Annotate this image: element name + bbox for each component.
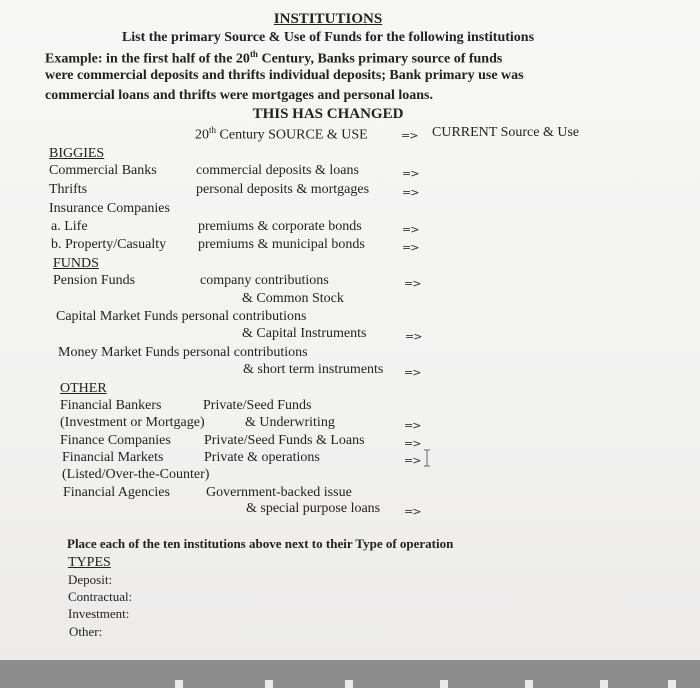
arrow-icon: => — [402, 167, 419, 180]
life-desc: premiums & corporate bonds — [198, 219, 362, 234]
financial-agencies-desc-2: & special purpose loans — [246, 501, 381, 516]
arrow-icon: => — [404, 366, 421, 379]
text-cursor-icon — [424, 449, 430, 467]
header-source-use: Century SOURCE & USE — [216, 127, 368, 143]
type-deposit: Deposit: — [68, 572, 113, 587]
strip-mark — [600, 680, 608, 688]
listed-otc-label: (Listed/Over-the-Counter) — [62, 467, 210, 482]
biggies-heading: BIGGIES — [49, 146, 105, 161]
arrow-icon: => — [404, 454, 421, 467]
type-contractual: Contractual: — [68, 589, 133, 604]
finance-companies-desc: Private/Seed Funds & Loans — [204, 433, 365, 448]
thrifts-label: Thrifts — [49, 182, 88, 197]
changed-heading: THIS HAS CHANGED — [252, 106, 404, 122]
funds-heading: FUNDS — [53, 256, 99, 271]
place-instruction: Place each of the ten institutions above next to their Type of operation — [67, 536, 454, 551]
arrow-icon: => — [404, 437, 421, 450]
intro-line-2 — [45, 50, 502, 67]
insurance-label: Insurance Companies — [49, 201, 170, 216]
financial-agencies-label: Financial Agencies — [63, 485, 170, 500]
money-market-desc-2: & short term instruments — [243, 362, 384, 377]
thrifts-desc: personal deposits & mortgages — [196, 182, 370, 197]
arrow-icon: => — [402, 241, 419, 254]
commercial-banks-label: Commercial Banks — [49, 163, 157, 178]
financial-markets-label: Financial Markets — [62, 450, 164, 465]
pension-desc-2: & Common Stock — [242, 291, 344, 306]
arrow-icon: => — [404, 277, 421, 290]
strip-mark — [525, 680, 533, 688]
header-current: CURRENT Source & Use — [432, 125, 580, 140]
superscript: th — [249, 49, 258, 59]
arrow-icon: => — [405, 330, 422, 343]
commercial-banks-desc: commercial deposits & loans — [196, 163, 359, 178]
arrow-icon: => — [402, 223, 419, 236]
type-investment: Investment: — [68, 606, 130, 621]
pension-desc: company contributions — [200, 273, 329, 288]
property-label: b. Property/Casualty — [51, 237, 167, 252]
capital-market-label: Capital Market Funds personal contributions — [56, 309, 307, 324]
intro-line-2-text: Example: in the first half of the 20 — [45, 51, 250, 67]
strip-mark — [175, 680, 183, 688]
financial-bankers-desc: Private/Seed Funds — [203, 398, 312, 413]
pension-label: Pension Funds — [53, 273, 136, 288]
investment-mortgage-label: (Investment or Mortgage) — [60, 415, 205, 430]
strip-mark — [440, 680, 448, 688]
type-other: Other: — [69, 624, 103, 639]
capital-market-desc-2: & Capital Instruments — [242, 326, 367, 341]
header-row-left — [195, 126, 368, 143]
arrow-icon: => — [404, 505, 421, 518]
financial-agencies-desc: Government-backed issue — [206, 485, 352, 500]
intro-line-3: were commercial deposits and thrifts individual deposits; Bank primary use was — [45, 68, 524, 83]
title: INSTITUTIONS — [273, 11, 383, 27]
financial-bankers-label: Financial Bankers — [60, 398, 162, 413]
life-label: a. Life — [51, 219, 88, 234]
types-heading: TYPES — [68, 555, 111, 570]
superscript: th — [209, 125, 217, 135]
finance-companies-label: Finance Companies — [60, 433, 171, 448]
strip-mark — [265, 680, 273, 688]
investment-mortgage-desc: & Underwriting — [245, 415, 335, 430]
property-desc: premiums & municipal bonds — [198, 237, 365, 252]
arrow-icon: => — [404, 419, 421, 432]
money-market-label: Money Market Funds personal contributions — [58, 345, 308, 360]
intro-line-1: List the primary Source & Use of Funds for the following institutions — [121, 30, 535, 45]
strip-mark — [668, 680, 676, 688]
financial-markets-desc: Private & operations — [204, 450, 320, 465]
intro-line-4: commercial loans and thrifts were mortgages and personal loans. — [45, 88, 433, 103]
strip-mark — [345, 680, 353, 688]
arrow-icon: => — [401, 129, 418, 142]
header-century: 20 — [195, 127, 209, 143]
other-heading: OTHER — [60, 381, 107, 396]
intro-line-2-rest: Century, Banks primary source of funds — [257, 51, 503, 67]
arrow-icon: => — [402, 186, 419, 199]
